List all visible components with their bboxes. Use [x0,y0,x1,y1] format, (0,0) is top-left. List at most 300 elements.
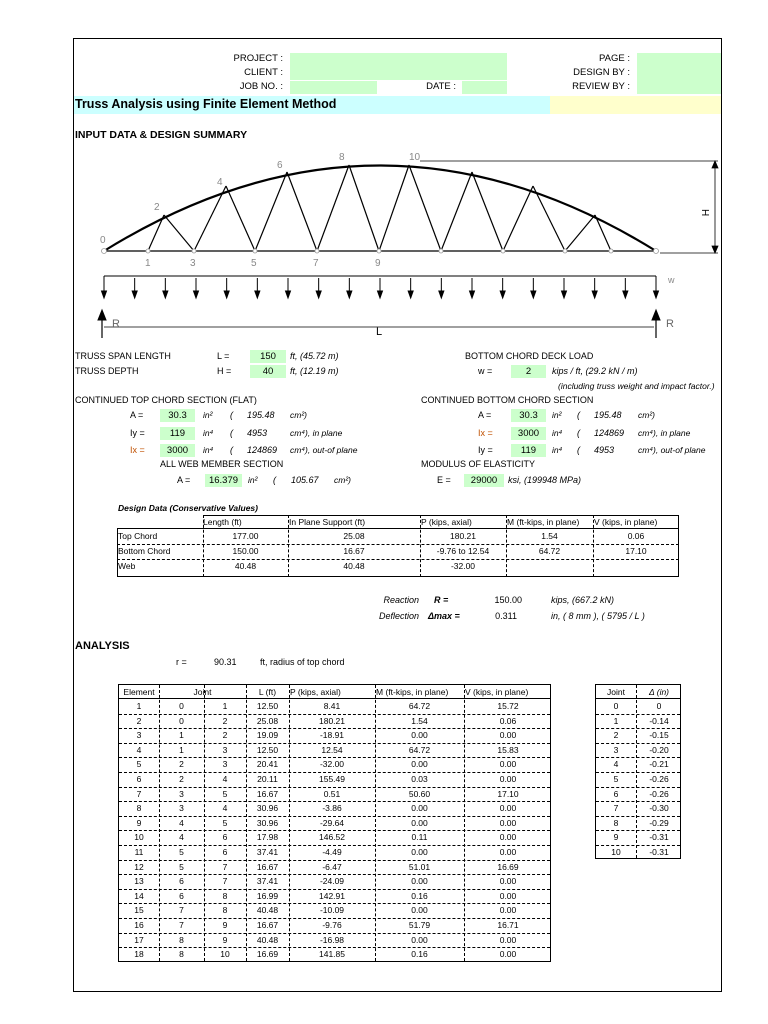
element-cell: 19.09 [256,730,279,741]
element-cell: 0 [179,715,184,726]
element-cell: 0.00 [411,759,428,770]
date-label: DATE : [426,81,456,92]
element-cell: 180.21 [319,715,345,726]
element-cell: 50.60 [408,788,431,799]
element-table [118,684,551,962]
page-designby-reviewby-field[interactable] [637,53,721,94]
element-cell: 5 [179,861,184,872]
top-ix-input[interactable]: 3000 [160,444,195,457]
element-cell: 16.67 [256,920,279,930]
element-cell: 16.69 [497,861,519,872]
element-cell: -9.76 [322,920,342,930]
web-a-si: 105.67 [291,475,319,485]
load-arrowhead [347,291,352,298]
page-label: PAGE : [599,53,630,64]
element-number: 4 [136,744,142,755]
bot-ix-si-unit: cm⁴), in plane [638,428,691,438]
element-header-element: Element [123,687,155,697]
element-cell: 5 [179,847,184,857]
web-label: ALL WEB MEMBER SECTION [160,459,284,469]
joint-number: 4 [613,759,619,770]
element-cell: 4 [222,774,228,784]
span-input[interactable]: 150 [250,350,286,363]
bot-iy-si: 4953 [594,445,615,455]
depth-symbol: H = [217,366,232,376]
joint-number: 10 [611,847,621,857]
design-cell: 177.00 [232,531,259,541]
joint-deflection: -0.30 [649,803,669,814]
element-cell: -29.64 [319,817,345,828]
top-a-si-unit: cm²) [290,410,307,420]
element-cell: 5 [222,817,228,828]
bot-iy-unit: in⁴ [552,445,563,455]
top-iy-symbol: Iy = [130,428,145,438]
design-header-m: M (ft-kips, in plane) [507,517,580,527]
element-cell: 7 [179,905,184,916]
element-cell: 0.00 [411,905,428,916]
element-cell: 8.41 [323,701,341,711]
reaction-symbol: R = [434,595,449,605]
element-number: 1 [136,701,142,711]
element-cell: 6 [179,876,184,887]
element-cell: 0.16 [411,890,428,901]
reviewby-label: REVIEW BY : [572,81,630,92]
joint-deflection: -0.26 [649,788,669,799]
joint-header-joint: Joint [607,687,625,697]
web-a-si-unit: cm²) [334,475,351,485]
load-arrowhead [408,291,413,298]
element-cell: 16.67 [256,788,279,799]
joint-label-3: 3 [190,258,196,269]
element-cell: 8 [179,934,184,945]
reaction-left-label: R [112,318,120,330]
load-arrowhead [194,291,199,298]
span-label: TRUSS SPAN LENGTH [75,351,171,361]
top-a-unit: in² [203,410,213,420]
reaction-value: 150.00 [494,595,522,605]
joint-number: 3 [613,744,619,755]
modulus-label: MODULUS OF ELASTICITY [421,459,536,469]
element-cell: 3 [222,759,228,770]
top-iy-unit: in⁴ [203,428,214,438]
joint-label-10: 10 [409,152,421,163]
element-cell: 0.00 [411,934,428,945]
height-dimension [420,161,718,253]
element-cell: 7 [222,876,228,887]
element-cell: 0.00 [499,832,517,843]
element-cell: 16.71 [497,920,519,930]
load-arrowhead [562,291,567,298]
design-cell: 16.67 [343,546,365,556]
web-a-paren: ( [273,475,276,485]
element-cell: 51.79 [408,920,431,930]
top-iy-si: 4953 [247,428,268,438]
element-cell: 0.00 [411,803,428,814]
design-data-table [117,515,679,577]
element-cell: 17.10 [497,788,519,799]
element-cell: 16.99 [256,890,279,901]
element-cell: -6.47 [322,861,342,872]
client-label: CLIENT : [244,67,283,78]
element-cell: 15.72 [497,701,519,711]
element-number: 7 [136,788,142,799]
joint-number: 7 [613,803,619,814]
joint-deflection: -0.21 [649,759,669,770]
element-cell: -32.00 [319,759,345,770]
design-cell: 40.48 [343,561,365,571]
element-header-joint: Joint [193,687,212,697]
joint-label-9: 9 [375,258,381,269]
page-title: Truss Analysis using Finite Element Method [75,97,337,111]
element-cell: 25.08 [256,715,279,726]
bot-a-input[interactable]: 30.3 [511,409,546,422]
deck-label: BOTTOM CHORD DECK LOAD [465,351,594,361]
element-cell: 8 [179,949,184,960]
load-arrowhead [623,291,628,298]
element-header-l: L (ft) [258,687,277,697]
element-cell: 15.83 [497,744,519,755]
design-cell: -32.00 [450,561,476,571]
element-cell: 0.00 [499,934,517,945]
element-cell: 6 [222,847,228,857]
load-arrowhead [531,291,536,298]
element-number: 18 [134,949,144,960]
load-arrowhead [286,291,291,298]
element-number: 6 [136,774,142,784]
joint-label-6: 6 [277,160,283,171]
load-arrowhead [163,291,168,298]
element-cell: 0.16 [411,949,428,960]
element-header-p: P (kips, axial) [290,687,341,697]
element-header-m: M (ft-kips, in plane) [376,687,449,697]
bot-a-si-unit: cm²) [638,410,655,420]
modulus-symbol: E = [437,475,451,485]
element-number: 2 [136,715,142,726]
span-symbol: L = [217,351,230,361]
element-cell: 37.41 [256,876,279,887]
element-cell: 0.06 [499,715,517,726]
bot-iy-input[interactable]: 119 [511,444,546,457]
design-cell: 180.21 [450,531,476,541]
bot-ix-input[interactable]: 3000 [511,427,546,440]
design-header-p: P (kips, axial) [421,517,472,527]
element-cell: 3 [179,803,184,814]
title-bar-right [550,96,721,114]
bot-a-si: 195.48 [594,410,622,420]
bot-iy-symbol: Iy = [478,445,493,455]
top-a-paren: ( [230,410,233,420]
element-number: 8 [136,803,142,814]
depth-input[interactable]: 40 [250,365,286,378]
design-data-title: Design Data (Conservative Values) [118,503,258,513]
joint-number: 8 [613,817,619,828]
element-cell: 2 [179,759,184,770]
bot-a-paren: ( [577,410,580,420]
load-arrowhead [439,291,444,298]
joint-label-0: 0 [100,235,106,246]
joint-deflection: -0.14 [649,715,669,726]
joint-deflection: -0.15 [649,730,669,741]
deck-unit: kips / ft, (29.2 kN / m) [552,366,638,376]
joint-label-5: 5 [251,258,257,269]
deck-symbol: w = [478,366,493,376]
joint-label-4: 4 [217,177,223,188]
joint-number: 1 [613,715,619,726]
design-row-label: Bottom Chord [118,546,171,556]
load-arrowhead [500,291,505,298]
design-cell: 40.48 [234,561,257,571]
design-header-v: V (kips, in plane) [594,517,658,527]
section-analysis-heading: ANALYSIS [75,640,130,652]
element-cell: 3 [222,744,228,755]
element-cell: 4 [179,832,184,843]
modulus-unit: ksi, (199948 MPa) [508,475,582,485]
distributed-load [102,276,659,298]
joint-header-delta: Δ (in) [648,687,670,697]
truss-members [104,165,656,251]
element-cell: 10 [220,949,230,960]
element-cell: 30.96 [256,817,279,828]
radius-symbol: r = [176,657,187,667]
load-arrowhead [378,291,383,298]
design-row-label: Web [118,561,136,571]
web-a-unit: in² [248,475,258,485]
load-arrowhead [132,291,137,298]
top-chord [104,166,656,252]
element-cell: 12.50 [256,701,279,711]
load-arrowhead [592,291,597,298]
design-cell: 150.00 [232,546,259,556]
element-number: 11 [134,847,144,857]
element-cell: 2 [179,774,184,784]
element-cell: 20.11 [257,774,278,784]
deflection-symbol: Δmax = [428,611,460,621]
element-header-v: V (kips, in plane) [465,687,529,697]
project-client-field[interactable] [290,53,507,80]
joint-number: 6 [613,788,619,799]
joint-deflection: -0.20 [649,744,669,755]
element-cell: 0.00 [411,730,428,741]
element-cell: 8 [222,905,228,916]
deck-note: (including truss weight and impact factor.) [558,381,715,391]
jobno-label: JOB NO. : [239,81,283,92]
span-l-label: L [376,326,383,338]
element-cell: 0.00 [499,774,517,784]
element-cell: 12.50 [256,744,279,755]
deflection-value: 0.311 [495,611,517,621]
joint-label-1: 1 [145,258,151,269]
joint-deflection: -0.31 [649,847,669,857]
element-number: 17 [134,934,144,945]
deflection-unit: in, ( 8 mm ), ( 5795 / L ) [551,611,645,621]
element-number: 13 [134,876,144,887]
top-ix-symbol: Ix = [130,445,145,455]
design-cell: -9.76 to 12.54 [436,546,490,556]
joint-deflection: -0.29 [649,817,669,828]
design-cell: 64.72 [538,546,561,556]
element-cell: 0.00 [499,876,517,887]
element-cell: 1 [179,730,184,741]
load-arrowhead [654,291,659,298]
element-cell: -18.91 [319,730,345,741]
element-cell: 0.00 [499,949,517,960]
top-a-input[interactable]: 30.3 [160,409,195,422]
bot-ix-symbol: Ix = [478,428,493,438]
element-number: 10 [134,832,144,843]
depth-label: TRUSS DEPTH [75,366,139,376]
joint-label-7: 7 [313,258,319,269]
element-cell: 64.72 [408,744,431,755]
joint-label-2: 2 [154,202,160,213]
element-cell: 146.52 [319,832,345,843]
design-header-length: Length (ft) [203,517,242,527]
element-cell: 0.00 [411,817,428,828]
element-number: 15 [134,905,144,916]
design-row-label: Top Chord [118,531,158,541]
load-arrowhead [102,291,107,298]
element-cell: 40.48 [256,905,279,916]
element-cell: 0.00 [499,817,517,828]
load-arrowhead [224,291,229,298]
element-cell: 16.69 [256,949,279,960]
top-a-si: 195.48 [247,410,275,420]
element-cell: 7 [222,861,228,872]
element-cell: 2 [222,715,228,726]
bottom-chord-label: CONTINUED BOTTOM CHORD SECTION [421,395,594,405]
element-cell: 0.11 [411,832,428,843]
section-input-heading: INPUT DATA & DESIGN SUMMARY [75,129,248,141]
deflection-label: Deflection [378,611,419,621]
top-chord-label: CONTINUED TOP CHORD SECTION (FLAT) [75,395,257,405]
bot-a-symbol: A = [478,410,492,420]
date-field[interactable] [462,81,507,94]
joint-number: 0 [613,701,619,711]
joint-deflection: 0 [656,701,662,711]
element-cell: 16.67 [256,861,279,872]
element-cell: 3 [179,788,184,799]
top-iy-input[interactable]: 119 [160,427,195,440]
span-unit: ft, (45.72 m) [290,351,339,361]
element-cell: 1.54 [411,715,428,726]
top-ix-paren: ( [230,445,233,455]
joint-deflection: -0.31 [649,832,669,843]
top-ix-si-unit: cm⁴), out-of plane [290,445,358,455]
element-cell: -3.86 [322,803,342,814]
top-ix-unit: in⁴ [203,445,214,455]
element-cell: 7 [179,920,184,930]
element-cell: 0 [179,701,184,711]
element-cell: 64.72 [408,701,431,711]
joint-number: 9 [613,832,619,843]
element-number: 14 [134,890,144,901]
web-a-input[interactable]: 16.379 [205,474,242,487]
element-cell: -16.98 [319,934,345,945]
jobno-field[interactable] [290,81,377,94]
element-cell: 2 [222,730,228,741]
bot-a-unit: in² [552,410,562,420]
element-cell: -4.49 [322,847,342,857]
element-cell: 1 [222,701,228,711]
element-cell: 0.00 [499,905,517,916]
radius-value: 90.31 [214,657,237,667]
reaction-label: Reaction [383,595,419,605]
element-cell: 12.54 [321,744,343,755]
element-cell: 6 [179,890,184,901]
modulus-input[interactable]: 29000 [464,474,504,487]
element-cell: 4 [222,803,228,814]
element-cell: 0.00 [499,847,517,857]
bot-iy-paren: ( [577,445,580,455]
load-arrowhead [470,291,475,298]
top-iy-paren: ( [230,428,233,438]
element-number: 9 [136,817,142,828]
element-cell: 1 [179,744,184,755]
w-label: w [668,275,675,285]
radius-unit: ft, radius of top chord [260,657,345,667]
element-cell: 155.49 [319,774,345,784]
element-cell: 0.00 [499,803,517,814]
element-cell: 0.00 [411,876,428,887]
h-label: H [699,209,710,217]
element-cell: 141.85 [319,949,345,960]
bot-iy-si-unit: cm⁴), out-of plane [638,445,706,455]
element-cell: 142.91 [319,890,345,901]
designby-label: DESIGN BY : [573,67,630,78]
element-cell: 9 [222,920,228,930]
joint-number: 2 [613,730,619,741]
element-number: 3 [136,730,142,741]
design-header-support: In Plane Support (ft) [289,517,366,527]
element-cell: -24.09 [319,876,345,887]
deck-input[interactable]: 2 [511,365,546,378]
joint-label-8: 8 [339,152,345,163]
element-cell: 51.01 [408,861,431,872]
design-cell: 0.06 [627,531,645,541]
element-cell: 0.00 [499,759,517,770]
top-a-symbol: A = [130,410,144,420]
element-cell: 37.41 [256,847,279,857]
top-iy-si-unit: cm⁴), in plane [290,428,343,438]
bot-ix-si: 124869 [594,428,625,438]
element-cell: 20.41 [256,759,279,770]
design-cell: 25.08 [343,531,365,541]
project-label: PROJECT : [233,53,283,64]
element-cell: 40.48 [256,934,279,945]
load-arrowhead [255,291,260,298]
bot-ix-unit: in⁴ [552,428,563,438]
element-cell: 0.00 [499,730,517,741]
element-cell: 0.03 [411,774,428,784]
design-cell: 1.54 [541,531,558,541]
joint-deflection-table [595,684,681,859]
element-number: 5 [136,759,142,770]
bot-ix-paren: ( [577,428,580,438]
element-number: 16 [134,920,144,930]
depth-unit: ft, (12.19 m) [290,366,339,376]
element-cell: 5 [222,788,228,799]
element-cell: 17.98 [256,832,279,843]
load-arrowhead [316,291,321,298]
element-cell: 30.96 [256,803,279,814]
element-cell: 6 [222,832,228,843]
element-cell: 0.00 [499,890,517,901]
element-cell: 9 [222,934,228,945]
element-cell: 4 [179,817,184,828]
joint-number: 5 [613,774,619,784]
design-cell: 17.10 [625,546,647,556]
element-cell: -10.09 [319,905,345,916]
reaction-right-label: R [666,318,674,330]
